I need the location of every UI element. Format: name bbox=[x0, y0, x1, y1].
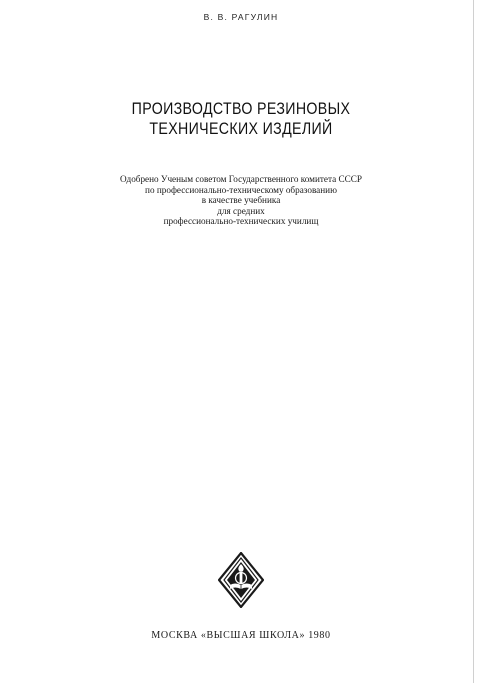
book-title-line-2: ТЕХНИЧЕСКИХ ИЗДЕЛИЙ bbox=[149, 120, 333, 138]
approval-line-1: Одобрено Ученым советом Государственного комитета СССР bbox=[120, 174, 362, 184]
approval-line-2: по профессионально-техническому образованию bbox=[145, 184, 337, 195]
approval-note bbox=[0, 174, 482, 227]
book-title-line-1: ПРОИЗВОДСТВО РЕЗИНОВЫХ bbox=[131, 100, 351, 118]
approval-line-4: для средних bbox=[217, 205, 265, 216]
publisher-imprint: МОСКВА «ВЫСШАЯ ШКОЛА» 1980 bbox=[151, 630, 331, 641]
approval-line-3: в качестве учебника bbox=[201, 195, 281, 205]
publisher-diamond-emblem-icon bbox=[218, 552, 264, 608]
approval-line-5: профессионально-технических училищ bbox=[163, 216, 319, 226]
author-name: В. В. РАГУЛИН bbox=[203, 12, 279, 22]
book-title bbox=[34, 99, 449, 139]
